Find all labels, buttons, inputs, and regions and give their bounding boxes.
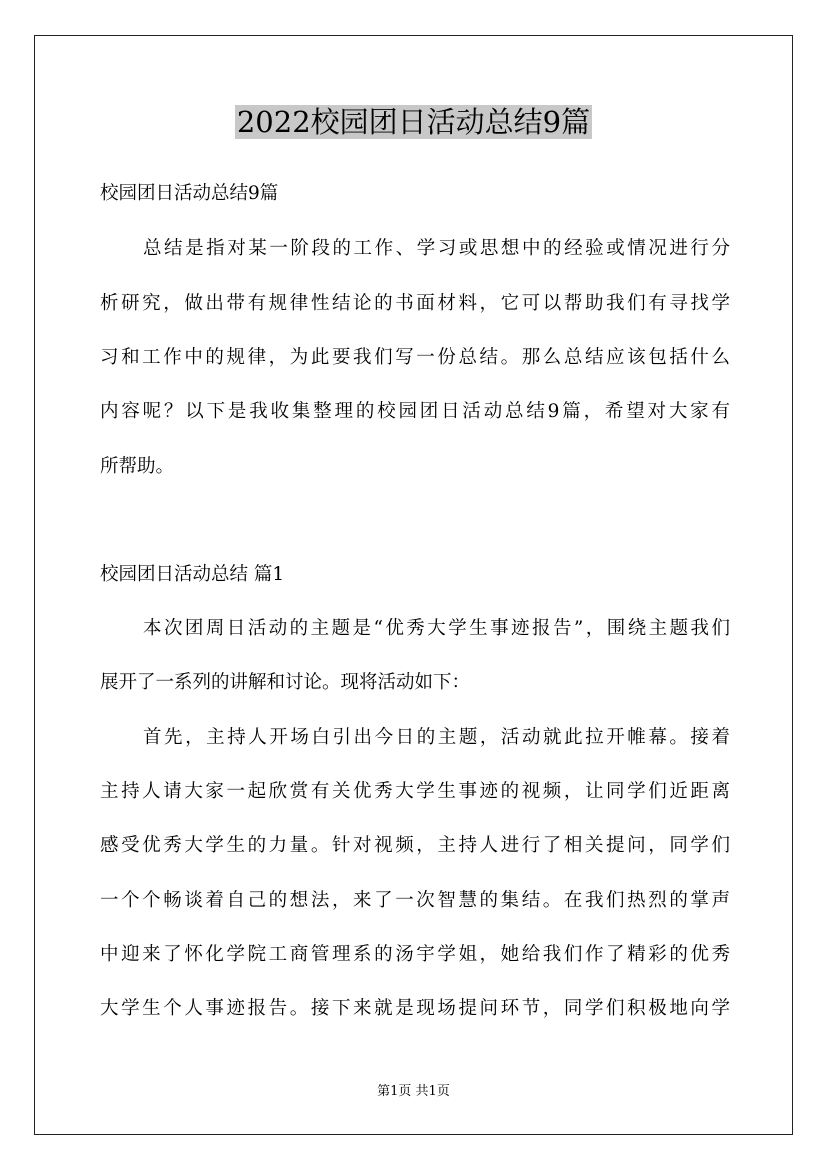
section-heading: 校园团日活动总结 篇1 (100, 564, 285, 585)
paragraph-line: 感受优秀大学生的力量。针对视频，主持人进行了相关提问，同学们 (100, 835, 730, 856)
document-subtitle: 校园团日活动总结9篇 (100, 183, 279, 204)
paragraph-line: 主持人请大家一起欣赏有关优秀大学生事迹的视频，让同学们近距离 (100, 781, 730, 802)
paragraph-line: 大学生个人事迹报告。接下来就是现场提问环节，同学们积极地向学 (100, 998, 730, 1019)
paragraph-line: 中迎来了怀化学院工商管理系的汤宇学姐，她给我们作了精彩的优秀 (100, 944, 730, 965)
intro-line: 析研究，做出带有规律性结论的书面材料，它可以帮助我们有寻找学 (100, 293, 730, 314)
document-title-text: 2022校园团日活动总结9篇 (236, 105, 591, 139)
paragraph-line: 展开了一系列的讲解和讨论。现将活动如下： (100, 672, 471, 693)
intro-line: 总结是指对某一阶段的工作、学习或思想中的经验或情况进行分 (143, 238, 730, 259)
paragraph-line: 首先，主持人开场白引出今日的主题，活动就此拉开帷幕。接着 (143, 727, 730, 748)
intro-line: 所帮助。 (100, 456, 175, 477)
intro-line: 习和工作中的规律，为此要我们写一份总结。那么总结应该包括什么 (100, 347, 730, 368)
paragraph-line: 本次团周日活动的主题是“优秀大学生事迹报告”，围绕主题我们 (143, 618, 730, 639)
paragraph-line: 一个个畅谈着自己的想法，来了一次智慧的集结。在我们热烈的掌声 (100, 890, 730, 911)
page-footer: 第1页 共1页 (377, 1084, 450, 1099)
document-title (0, 104, 827, 140)
intro-line: 内容呢？以下是我收集整理的校园团日活动总结9篇，希望对大家有 (100, 401, 730, 422)
